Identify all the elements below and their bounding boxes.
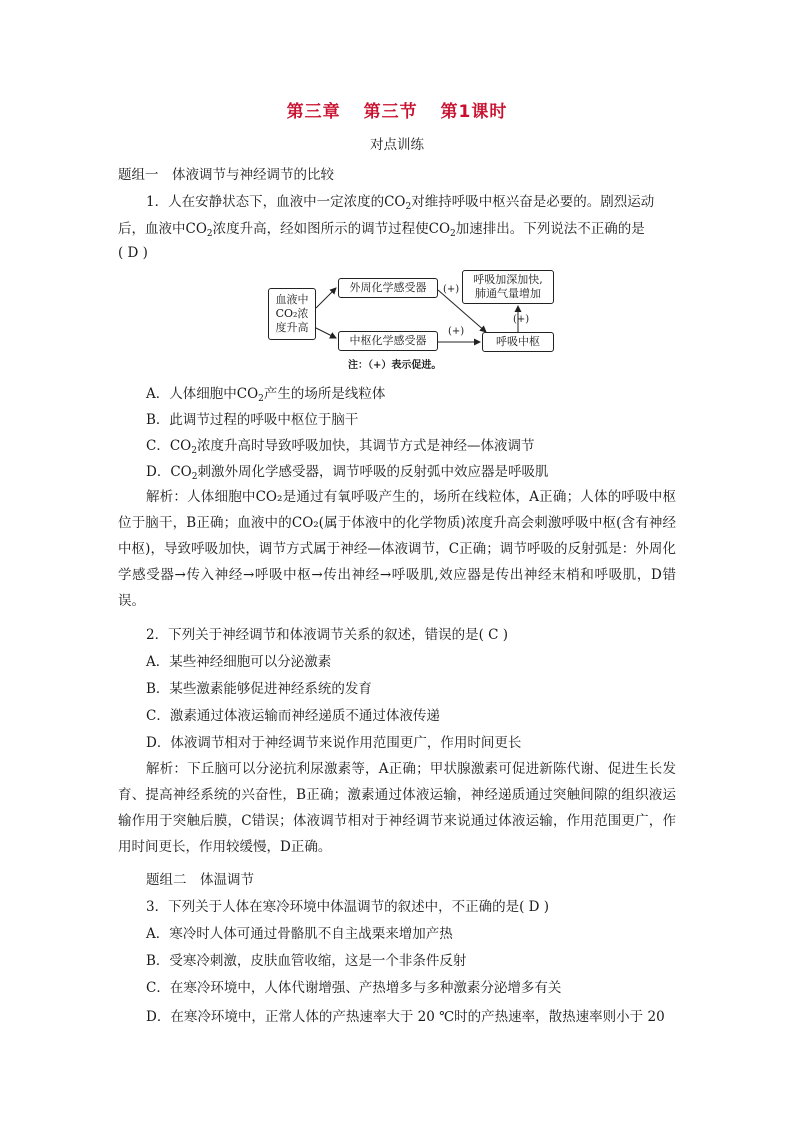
q2-stem: 2．下列关于神经调节和体液调节关系的叙述，错误的是( C ) [146, 627, 509, 643]
q2-option-a: A．某些神经细胞可以分泌激素 [146, 654, 332, 670]
q3-option-b: B．受寒冷刺激，皮肤血管收缩，这是一个非条件反射 [146, 953, 467, 969]
q2-option-c: C．激素通过体液运输而神经递质不通过体液传递 [146, 708, 440, 724]
group-heading-2: 题组二 体温调节 [146, 872, 254, 888]
q1-stem-line2: 后，血液中$CO_2$浓度升高，经如图所示的调节过程使$CO_2$加速排出。下列说法不正确的是 [118, 221, 645, 239]
diagram-note: 注：（+）表示促进。 [348, 360, 442, 371]
plus-label-2: (+) [448, 326, 465, 337]
subtitle: 对点训练 [370, 137, 424, 153]
title-section: 第三节 [363, 102, 418, 122]
q3-option-d: D．在寒冷环境中，正常人体的产热速率大于 20 ℃时的产热速率，散热速率则小于 20 [146, 1009, 665, 1025]
page-title [0, 97, 794, 122]
q1-analysis: 解析：人体细胞中CO₂是通过有氧呼吸产生的，场所在线粒体，A正确；人体的呼吸中枢位于脑干，B正确；血液中的CO₂(属于体液中的化学物质)浓度升高会刺激呼吸中枢(含有神经中枢)，导致呼吸加快，调节方式属于神经—体液调节，C正确；调节呼吸的反射弧是：外周化学感受器→传入神经→呼吸中枢→传出神经→呼吸肌,效应器是传出神经末梢和呼吸肌，D错误。 [118, 489, 676, 609]
q3-option-a: A．寒冷时人体可通过骨骼肌不自主战栗来增加产热 [146, 926, 453, 942]
q1-option-d: D．$CO_2$刺激外周化学感受器，调节呼吸的反射弧中效应器是呼吸肌 [146, 464, 549, 482]
result-box: 呼吸加深加快, 肺通气量增加 [462, 270, 554, 304]
plus-label-3: (+) [513, 314, 530, 325]
q1-stem-line1: 1．人在安静状态下，血液中一定浓度的$CO_2$对维持呼吸中枢兴奋是必要的。剧烈运动 [146, 194, 655, 212]
title-lesson: 第1课时 [440, 102, 508, 122]
co2-regulation-diagram [268, 268, 568, 372]
q3-option-c: C．在寒冷环境中，人体代谢增强、产热增多与多种激素分泌增多有关 [146, 980, 562, 996]
q1-option-a: A．人体细胞中$CO_2$产生的场所是线粒体 [146, 386, 386, 404]
q1-option-c: C．$CO_2$浓度升高时导致呼吸加快，其调节方式是神经—体液调节 [146, 438, 535, 456]
title-chapter: 第三章 [286, 102, 341, 122]
plus-label-1: (+) [443, 284, 460, 295]
group-heading-1: 题组一 体液调节与神经调节的比较 [118, 167, 334, 183]
q1-answer: ( D ) [118, 245, 148, 261]
q3-stem: 3．下列关于人体在寒冷环境中体温调节的叙述中，不正确的是( D ) [146, 899, 550, 915]
q2-option-d: D．体液调节相对于神经调节来说作用范围更广，作用时间更长 [146, 735, 522, 751]
peripheral-receptor-box: 外周化学感受器 [338, 278, 438, 298]
q2-analysis: 解析：下丘脑可以分泌抗利尿激素等，A正确；甲状腺激素可促进新陈代谢、促进生长发育、提高神经系统的兴奋性，B正确；激素通过体液运输，神经递质通过突触间隙的组织液运输作用于突触后膜，C错误；体液调节相对于神经调节来说通过体液运输，作用范围更广，作用时间更长，作用较缓慢，D正确。 [118, 761, 676, 855]
q1-option-b: B．此调节过程的呼吸中枢位于脑干 [146, 412, 359, 428]
source-box: 血液中 CO₂浓 度升高 [268, 288, 316, 340]
q2-option-b: B．某些激素能够促进神经系统的发育 [146, 681, 372, 697]
respiratory-center-box: 呼吸中枢 [482, 332, 554, 352]
central-receptor-box: 中枢化学感受器 [338, 331, 438, 351]
